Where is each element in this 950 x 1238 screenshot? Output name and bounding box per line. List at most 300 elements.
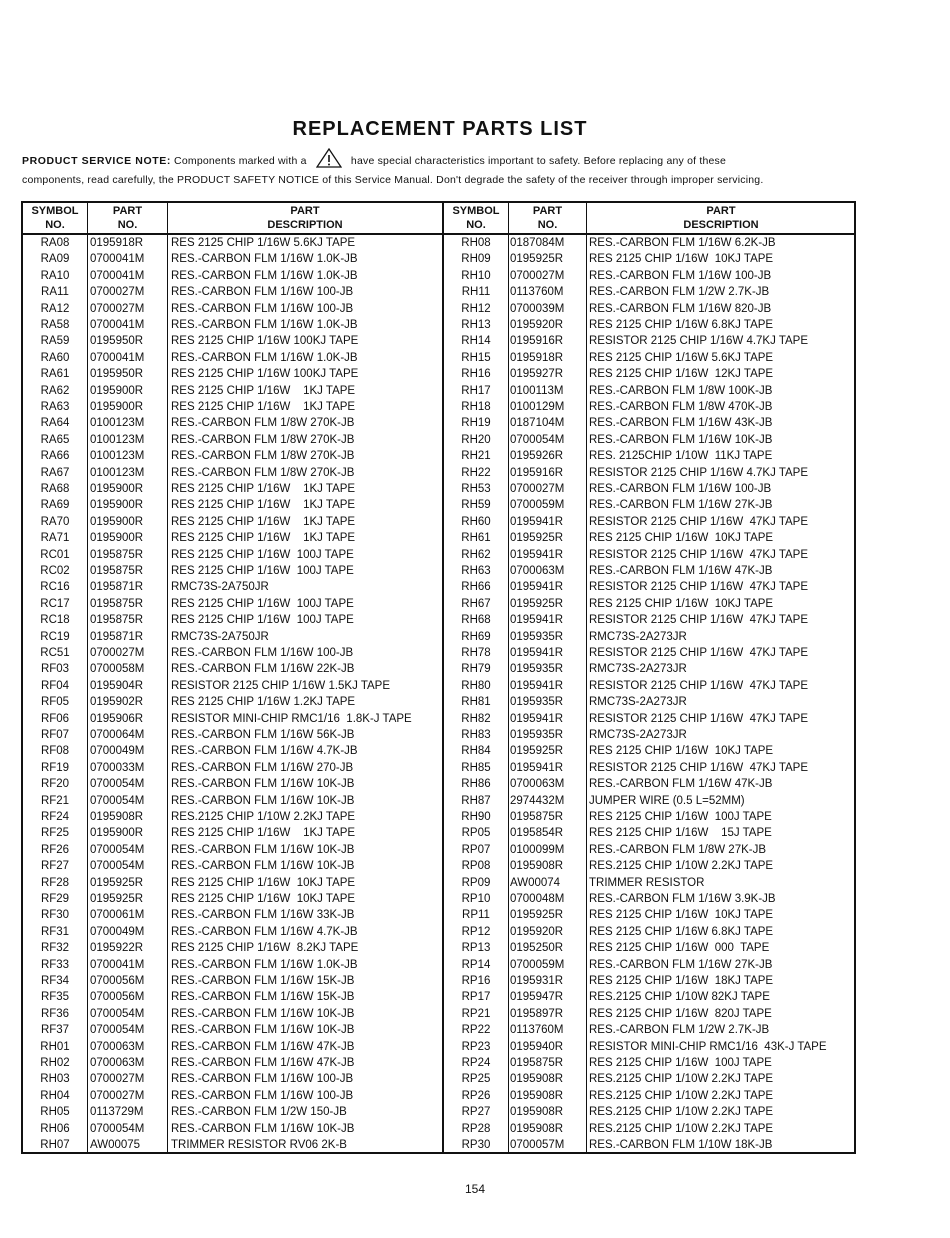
description-cell: RES.-CARBON FLM 1/16W 10K-JB xyxy=(171,794,355,807)
part-no-cell: 0195900R xyxy=(90,827,144,840)
part-no-cell: 0195900R xyxy=(90,532,144,545)
description-cell: RMC73S-2A273JR xyxy=(589,630,687,643)
description-cell: RES.-CARBON FLM 1/16W 47K-JB xyxy=(171,1040,355,1053)
part-no-cell: 0700063M xyxy=(90,1040,145,1053)
table-row xyxy=(23,973,854,989)
part-no-cell: 0195925R xyxy=(510,597,564,610)
symbol-cell: RA10 xyxy=(40,269,70,282)
description-cell: RES 2125 CHIP 1/16W 1.2KJ TAPE xyxy=(171,696,356,709)
table-row xyxy=(23,711,854,727)
description-cell: RES.2125 CHIP 1/10W 2.2KJ TAPE xyxy=(589,1089,774,1102)
part-no-cell: 0700054M xyxy=(90,778,145,791)
description-cell: RES.-CARBON FLM 1/16W 4.7K-JB xyxy=(171,925,358,938)
part-no-cell: 0195871R xyxy=(90,581,144,594)
part-no-cell: 0700027M xyxy=(510,483,565,495)
symbol-cell: RH69 xyxy=(461,630,491,643)
part-no-cell: 0195875R xyxy=(510,811,564,823)
table-row xyxy=(23,399,854,415)
part-no-cell: 0195950R xyxy=(90,368,144,381)
symbol-cell: RP21 xyxy=(461,1007,491,1020)
part-no-cell: 0700054M xyxy=(90,843,145,856)
part-no-cell: 0700041M xyxy=(90,253,145,266)
table-row xyxy=(23,301,854,317)
part-no-cell: 0700054M xyxy=(90,1122,145,1135)
symbol-cell: RP23 xyxy=(461,1040,491,1053)
description-cell: RES.-CARBON FLM 1/16W 15K-JB xyxy=(171,975,355,987)
symbol-cell: RF37 xyxy=(40,1024,70,1037)
description-cell: RES 2125 CHIP 1/16W 5.6KJ TAPE xyxy=(589,351,774,364)
part-no-cell: 0700041M xyxy=(90,958,145,971)
table-row xyxy=(23,497,854,513)
part-no-cell: 0195900R xyxy=(90,384,144,397)
part-no-cell: 0195940R xyxy=(510,1040,564,1053)
table-row xyxy=(23,333,854,349)
table-row xyxy=(23,235,854,251)
part-no-cell: 0195908R xyxy=(510,1106,564,1119)
part-no-cell: 0195900R xyxy=(90,483,144,495)
symbol-cell: RP13 xyxy=(461,942,491,955)
description-cell: RMC73S-2A273JR xyxy=(589,729,687,741)
description-cell: RES.-CARBON FLM 1/16W 100-JB xyxy=(171,1089,354,1102)
part-no-cell: 0195250R xyxy=(510,942,564,955)
symbol-cell: RF26 xyxy=(40,843,70,856)
symbol-cell: RP25 xyxy=(461,1073,491,1086)
part-no-cell: 0187104M xyxy=(510,417,565,430)
symbol-cell: RF32 xyxy=(40,942,70,955)
symbol-cell: RA63 xyxy=(40,401,70,413)
part-no-cell: 0195925R xyxy=(510,745,564,758)
table-row xyxy=(23,415,854,431)
parts-table xyxy=(21,201,856,1154)
symbol-cell: RC02 xyxy=(40,565,70,577)
description-cell: RESISTOR 2125 CHIP 1/16W 47KJ TAPE xyxy=(589,614,809,627)
header-symbol-line1: SYMBOL xyxy=(31,205,79,217)
symbol-cell: RH78 xyxy=(461,647,491,659)
description-cell: RESISTOR MINI-CHIP RMC1/16 43K-J TAPE xyxy=(589,1040,827,1053)
symbol-cell: RF24 xyxy=(40,811,70,823)
symbol-cell: RH19 xyxy=(461,417,491,430)
symbol-cell: RH90 xyxy=(461,811,491,823)
table-row xyxy=(23,678,854,694)
symbol-cell: RF20 xyxy=(40,778,70,791)
header-symbol-right xyxy=(444,203,508,233)
symbol-cell: RF19 xyxy=(40,761,70,774)
table-row xyxy=(23,842,854,858)
description-cell: RES.-CARBON FLM 1/16W 100-JB xyxy=(589,483,772,495)
symbol-cell: RF04 xyxy=(40,679,70,692)
description-cell: RES 2125 CHIP 1/16W 10KJ TAPE xyxy=(589,597,774,610)
description-cell: RES.-CARBON FLM 1/16W 4.7K-JB xyxy=(171,745,358,758)
symbol-cell: RH67 xyxy=(461,597,491,610)
description-cell: RES.-CARBON FLM 1/16W 100-JB xyxy=(171,1073,354,1086)
part-no-cell: 0195941R xyxy=(510,679,564,692)
part-no-cell: 0700027M xyxy=(90,1089,145,1102)
table-row xyxy=(23,448,854,464)
symbol-cell: RP17 xyxy=(461,991,491,1004)
description-cell: RES.-CARBON FLM 1/16W 10K-JB xyxy=(171,860,355,873)
part-no-cell: 0700041M xyxy=(90,351,145,364)
part-no-cell: 0113760M xyxy=(510,286,564,299)
part-no-cell: 0700054M xyxy=(90,1007,145,1020)
part-no-cell: 0195904R xyxy=(90,679,144,692)
header-description xyxy=(168,203,442,233)
symbol-cell: RH53 xyxy=(461,483,491,495)
symbol-cell: RA64 xyxy=(40,417,70,430)
table-row xyxy=(23,776,854,792)
part-no-cell: 0195875R xyxy=(90,548,144,561)
description-cell: RES 2125 CHIP 1/16W 6.8KJ TAPE xyxy=(589,925,774,938)
table-row xyxy=(23,1104,854,1120)
symbol-cell: RH20 xyxy=(461,433,491,446)
symbol-cell: RH59 xyxy=(461,499,491,512)
part-no-cell: 0195941R xyxy=(510,614,564,627)
description-cell: RES.-CARBON FLM 1/16W 43K-JB xyxy=(589,417,773,430)
part-no-cell: 0100123M xyxy=(90,433,145,446)
description-cell: RES.-CARBON FLM 1/16W 820-JB xyxy=(589,302,772,315)
symbol-cell: RC51 xyxy=(40,647,70,659)
symbol-cell: RA68 xyxy=(40,483,70,495)
symbol-cell: RH03 xyxy=(40,1073,70,1086)
description-cell: RES.-CARBON FLM 1/16W 10K-JB xyxy=(171,778,355,791)
table-row xyxy=(23,1121,854,1137)
description-cell: RES.-CARBON FLM 1/16W 270-JB xyxy=(171,761,354,774)
header-symbol xyxy=(23,203,87,233)
symbol-cell: RF35 xyxy=(40,991,70,1004)
part-no-cell: 0700048M xyxy=(510,893,565,905)
page-title: REPLACEMENT PARTS LIST xyxy=(292,118,588,140)
description-cell: RES 2125 CHIP 1/16W 1KJ TAPE xyxy=(171,827,356,840)
header-part-line2: NO. xyxy=(117,219,138,231)
symbol-cell: RP08 xyxy=(461,860,491,873)
table-row xyxy=(23,957,854,973)
description-cell: RES.-CARBON FLM 1/8W 470K-JB xyxy=(589,401,773,413)
part-no-cell: 0195941R xyxy=(510,761,564,774)
part-no-cell: 0195925R xyxy=(510,909,564,922)
description-cell: RES 2125 CHIP 1/16W 100KJ TAPE xyxy=(171,335,359,348)
description-cell: RES.-CARBON FLM 1/8W 270K-JB xyxy=(171,466,355,479)
symbol-cell: RA61 xyxy=(40,368,70,381)
table-row xyxy=(23,366,854,382)
table-row xyxy=(23,694,854,710)
symbol-cell: RF03 xyxy=(40,663,70,676)
part-no-cell: 0100123M xyxy=(90,450,145,463)
symbol-cell: RF06 xyxy=(40,712,70,725)
part-no-cell: 0700064M xyxy=(90,729,145,741)
part-no-cell: 0195931R xyxy=(510,975,564,987)
description-cell: RES.2125 CHIP 1/10W 2.2KJ TAPE xyxy=(171,811,356,823)
part-no-cell: 0100113M xyxy=(510,384,564,397)
table-row xyxy=(23,858,854,874)
description-cell: JUMPER WIRE (0.5 L=52MM) xyxy=(589,794,745,807)
table-row xyxy=(23,891,854,907)
description-cell: RES 2125 CHIP 1/16W 100J TAPE xyxy=(171,597,354,610)
description-cell: RMC73S-2A750JR xyxy=(171,630,269,643)
part-no-cell: 0113729M xyxy=(90,1106,144,1119)
part-no-cell: 0195875R xyxy=(90,614,144,627)
description-cell: RES 2125 CHIP 1/16W 10KJ TAPE xyxy=(589,745,774,758)
symbol-cell: RH16 xyxy=(461,368,491,381)
description-cell: RESISTOR MINI-CHIP RMC1/16 1.8K-J TAPE xyxy=(171,712,412,725)
part-no-cell: 0195941R xyxy=(510,548,564,561)
part-no-cell: 0195941R xyxy=(510,647,564,659)
header-desc-line2: DESCRIPTION xyxy=(683,219,759,231)
part-no-cell: AW00074 xyxy=(510,876,561,889)
symbol-cell: RH09 xyxy=(461,253,491,266)
symbol-cell: RC18 xyxy=(40,614,70,627)
part-no-cell: 0195925R xyxy=(510,253,564,266)
symbol-cell: RF29 xyxy=(40,893,70,905)
symbol-cell: RH14 xyxy=(461,335,491,348)
part-no-cell: 0700027M xyxy=(90,286,145,299)
table-row xyxy=(23,383,854,399)
symbol-cell: RF21 xyxy=(40,794,70,807)
symbol-cell: RA70 xyxy=(40,515,70,528)
description-cell: RESISTOR 2125 CHIP 1/16W 1.5KJ TAPE xyxy=(171,679,391,692)
description-cell: RESISTOR 2125 CHIP 1/16W 47KJ TAPE xyxy=(589,712,809,725)
description-cell: RESISTOR 2125 CHIP 1/16W 47KJ TAPE xyxy=(589,761,809,774)
description-cell: RES.-CARBON FLM 1/2W 2.7K-JB xyxy=(589,286,770,299)
description-cell: RES.-CARBON FLM 1/16W 100-JB xyxy=(171,302,354,315)
symbol-cell: RF28 xyxy=(40,876,70,889)
header-part-no xyxy=(88,203,167,233)
part-no-cell: 0195918R xyxy=(510,351,564,364)
part-no-cell: 0700056M xyxy=(90,975,145,987)
table-row xyxy=(23,251,854,267)
part-no-cell: 0195908R xyxy=(90,811,144,823)
symbol-cell: RA62 xyxy=(40,384,70,397)
table-row xyxy=(23,809,854,825)
part-no-cell: 0700063M xyxy=(510,565,565,577)
note-before-icon: Components marked with a xyxy=(174,155,307,167)
symbol-cell: RF25 xyxy=(40,827,70,840)
table-row xyxy=(23,1071,854,1087)
part-no-cell: 0195935R xyxy=(510,663,564,676)
description-cell: RES 2125 CHIP 1/16W 10KJ TAPE xyxy=(171,876,356,889)
table-row xyxy=(23,1088,854,1104)
symbol-cell: RP24 xyxy=(461,1057,491,1069)
warning-triangle-icon xyxy=(316,148,342,173)
description-cell: RES 2125 CHIP 1/16W 10KJ TAPE xyxy=(171,893,356,905)
table-row xyxy=(23,1006,854,1022)
description-cell: RES.-CARBON FLM 1/16W 10K-JB xyxy=(589,433,773,446)
description-cell: RES.-CARBON FLM 1/16W 15K-JB xyxy=(171,991,355,1004)
part-no-cell: 0187084M xyxy=(510,237,565,249)
part-no-cell: 0700063M xyxy=(510,778,565,791)
table-row xyxy=(23,924,854,940)
description-cell: RES.-CARBON FLM 1/16W 10K-JB xyxy=(171,1122,355,1135)
symbol-cell: RH04 xyxy=(40,1089,70,1102)
description-cell: RES 2125 CHIP 1/16W 100KJ TAPE xyxy=(171,368,359,381)
table-row xyxy=(23,793,854,809)
part-no-cell: 0195902R xyxy=(90,696,144,709)
description-cell: RESISTOR 2125 CHIP 1/16W 47KJ TAPE xyxy=(589,581,809,594)
symbol-cell: RF27 xyxy=(40,860,70,873)
symbol-cell: RH17 xyxy=(461,384,491,397)
symbol-cell: RA66 xyxy=(40,450,70,463)
description-cell: RES 2125 CHIP 1/16W 6.8KJ TAPE xyxy=(589,319,774,331)
symbol-cell: RP30 xyxy=(461,1139,491,1151)
description-cell: RES 2125 CHIP 1/16W 000 TAPE xyxy=(589,942,770,955)
symbol-cell: RC01 xyxy=(40,548,70,561)
table-row xyxy=(23,645,854,661)
table-row xyxy=(23,514,854,530)
description-cell: RES.-CARBON FLM 1/16W 10K-JB xyxy=(171,1007,355,1020)
description-cell: RES.-CARBON FLM 1/16W 3.9K-JB xyxy=(589,893,776,905)
table-row xyxy=(23,940,854,956)
symbol-cell: RC17 xyxy=(40,597,70,610)
symbol-cell: RC16 xyxy=(40,581,70,594)
symbol-cell: RF33 xyxy=(40,958,70,971)
table-row xyxy=(23,1022,854,1038)
header-symbol-line2: NO. xyxy=(466,219,486,231)
table-row xyxy=(23,481,854,497)
header-desc-line1: PART xyxy=(706,205,736,217)
part-no-cell: 0195950R xyxy=(90,335,144,348)
description-cell: RES.-CARBON FLM 1/10W 18K-JB xyxy=(589,1139,773,1151)
part-no-cell: 0700054M xyxy=(90,1024,145,1037)
symbol-cell: RA59 xyxy=(40,335,70,348)
part-no-cell: 0700033M xyxy=(90,761,145,774)
symbol-cell: RP22 xyxy=(461,1024,491,1037)
table-row xyxy=(23,596,854,612)
table-row xyxy=(23,612,854,628)
note-after-icon: have special characteristics important to safety. Before replacing any of these xyxy=(350,155,727,167)
description-cell: RES.-CARBON FLM 1/16W 27K-JB xyxy=(589,499,773,512)
part-no-cell: 0195920R xyxy=(510,925,564,938)
part-no-cell: 0195875R xyxy=(510,1057,564,1069)
header-part-line2: NO. xyxy=(537,219,558,231)
header-part-line1: PART xyxy=(532,205,563,217)
part-no-cell: 0195900R xyxy=(90,515,144,528)
part-no-cell: 0195900R xyxy=(90,499,144,512)
description-cell: RES.-CARBON FLM 1/16W 1.0K-JB xyxy=(171,253,358,266)
symbol-cell: RH66 xyxy=(461,581,491,594)
part-no-cell: 0700027M xyxy=(90,302,145,315)
header-symbol-line2: NO. xyxy=(45,219,65,231)
part-no-cell: 0195918R xyxy=(90,237,144,249)
symbol-cell: RA12 xyxy=(40,302,70,315)
description-cell: RESISTOR 2125 CHIP 1/16W 4.7KJ TAPE xyxy=(589,335,809,348)
part-no-cell: 0195875R xyxy=(90,597,144,610)
description-cell: RES 2125 CHIP 1/16W 5.6KJ TAPE xyxy=(171,237,356,249)
description-cell: RESISTOR 2125 CHIP 1/16W 47KJ TAPE xyxy=(589,515,809,528)
description-cell: TRIMMER RESISTOR RV06 2K-B xyxy=(171,1139,347,1151)
part-no-cell: 0195927R xyxy=(510,368,564,381)
symbol-cell: RH68 xyxy=(461,614,491,627)
part-no-cell: 0195871R xyxy=(90,630,144,643)
description-cell: RES.-CARBON FLM 1/16W 22K-JB xyxy=(171,663,355,676)
header-symbol-line1: SYMBOL xyxy=(452,205,500,217)
symbol-cell: RA65 xyxy=(40,433,70,446)
symbol-cell: RH62 xyxy=(461,548,491,561)
description-cell: RES 2125 CHIP 1/16W 100J TAPE xyxy=(171,548,354,561)
symbol-cell: RH08 xyxy=(461,237,491,249)
description-cell: RES 2125 CHIP 1/16W 1KJ TAPE xyxy=(171,499,356,512)
symbol-cell: RH63 xyxy=(461,565,491,577)
part-no-cell: 0195920R xyxy=(510,319,564,331)
description-cell: RES 2125 CHIP 1/16W 18KJ TAPE xyxy=(589,975,774,987)
part-no-cell: 0100129M xyxy=(510,401,565,413)
description-cell: RES 2125 CHIP 1/16W 10KJ TAPE xyxy=(589,253,774,266)
table-row xyxy=(23,727,854,743)
symbol-cell: RH86 xyxy=(461,778,491,791)
table-row xyxy=(23,547,854,563)
page-number: 154 xyxy=(464,1182,486,1196)
symbol-cell: RA08 xyxy=(40,237,70,249)
symbol-cell: RH84 xyxy=(461,745,491,758)
description-cell: RES 2125 CHIP 1/16W 100J TAPE xyxy=(171,565,354,577)
symbol-cell: RH07 xyxy=(40,1139,70,1151)
symbol-cell: RH80 xyxy=(461,679,491,692)
table-row xyxy=(23,465,854,481)
part-no-cell: 0195906R xyxy=(90,712,144,725)
part-no-cell: 0700059M xyxy=(510,499,565,512)
part-no-cell: 0195935R xyxy=(510,729,564,741)
description-cell: RES.2125 CHIP 1/10W 2.2KJ TAPE xyxy=(589,1106,774,1119)
part-no-cell: 0700058M xyxy=(90,663,145,676)
symbol-cell: RH87 xyxy=(461,794,491,807)
part-no-cell: 0195922R xyxy=(90,942,144,955)
description-cell: RES.-CARBON FLM 1/16W 47K-JB xyxy=(589,778,773,791)
part-no-cell: 0195908R xyxy=(510,860,564,873)
symbol-cell: RF05 xyxy=(40,696,70,709)
description-cell: RES 2125 CHIP 1/16W 12KJ TAPE xyxy=(589,368,774,381)
description-cell: RESISTOR 2125 CHIP 1/16W 4.7KJ TAPE xyxy=(589,466,809,479)
part-no-cell: 0195875R xyxy=(90,565,144,577)
symbol-cell: RF07 xyxy=(40,729,70,741)
symbol-cell: RH05 xyxy=(40,1106,70,1119)
description-cell: RES 2125 CHIP 1/16W 15J TAPE xyxy=(589,827,772,840)
part-no-cell: 0100123M xyxy=(90,417,145,430)
symbol-cell: RH12 xyxy=(461,302,491,315)
table-row xyxy=(23,284,854,300)
description-cell: RMC73S-2A750JR xyxy=(171,581,269,594)
part-no-cell: 0700039M xyxy=(510,302,565,315)
description-cell: RES 2125 CHIP 1/16W 100J TAPE xyxy=(589,1057,772,1069)
description-cell: RES.-CARBON FLM 1/16W 1.0K-JB xyxy=(171,351,358,364)
part-no-cell: 0700059M xyxy=(510,958,565,971)
description-cell: RES.-CARBON FLM 1/8W 27K-JB xyxy=(589,843,767,856)
description-cell: RES.-CARBON FLM 1/16W 56K-JB xyxy=(171,729,355,741)
description-cell: RES.2125 CHIP 1/10W 2.2KJ TAPE xyxy=(589,1073,774,1086)
table-row xyxy=(23,760,854,776)
symbol-cell: RH83 xyxy=(461,729,491,741)
symbol-cell: RF31 xyxy=(40,925,70,938)
part-no-cell: 0195925R xyxy=(90,876,144,889)
part-no-cell: 0195916R xyxy=(510,335,564,348)
description-cell: RES 2125 CHIP 1/16W 1KJ TAPE xyxy=(171,515,356,528)
description-cell: RES.-CARBON FLM 1/16W 10K-JB xyxy=(171,843,355,856)
description-cell: RES.-CARBON FLM 1/2W 2.7K-JB xyxy=(589,1024,770,1037)
symbol-cell: RP05 xyxy=(461,827,491,840)
description-cell: RES.-CARBON FLM 1/16W 1.0K-JB xyxy=(171,319,358,331)
table-row xyxy=(23,989,854,1005)
description-cell: RES.-CARBON FLM 1/8W 270K-JB xyxy=(171,417,355,430)
symbol-cell: RP26 xyxy=(461,1089,491,1102)
part-no-cell: AW00075 xyxy=(90,1139,141,1151)
description-cell: RMC73S-2A273JR xyxy=(589,696,687,709)
part-no-cell: 0700049M xyxy=(90,745,145,758)
description-cell: RES.-CARBON FLM 1/8W 270K-JB xyxy=(171,450,355,463)
description-cell: RES 2125 CHIP 1/16W 10KJ TAPE xyxy=(589,532,774,545)
symbol-cell: RH85 xyxy=(461,761,491,774)
part-no-cell: 0700027M xyxy=(90,1073,145,1086)
table-row xyxy=(23,350,854,366)
description-cell: RES.-CARBON FLM 1/16W 100-JB xyxy=(589,269,772,282)
table-row xyxy=(23,907,854,923)
description-cell: RES.-CARBON FLM 1/16W 33K-JB xyxy=(171,909,355,922)
part-no-cell: 0700049M xyxy=(90,925,145,938)
